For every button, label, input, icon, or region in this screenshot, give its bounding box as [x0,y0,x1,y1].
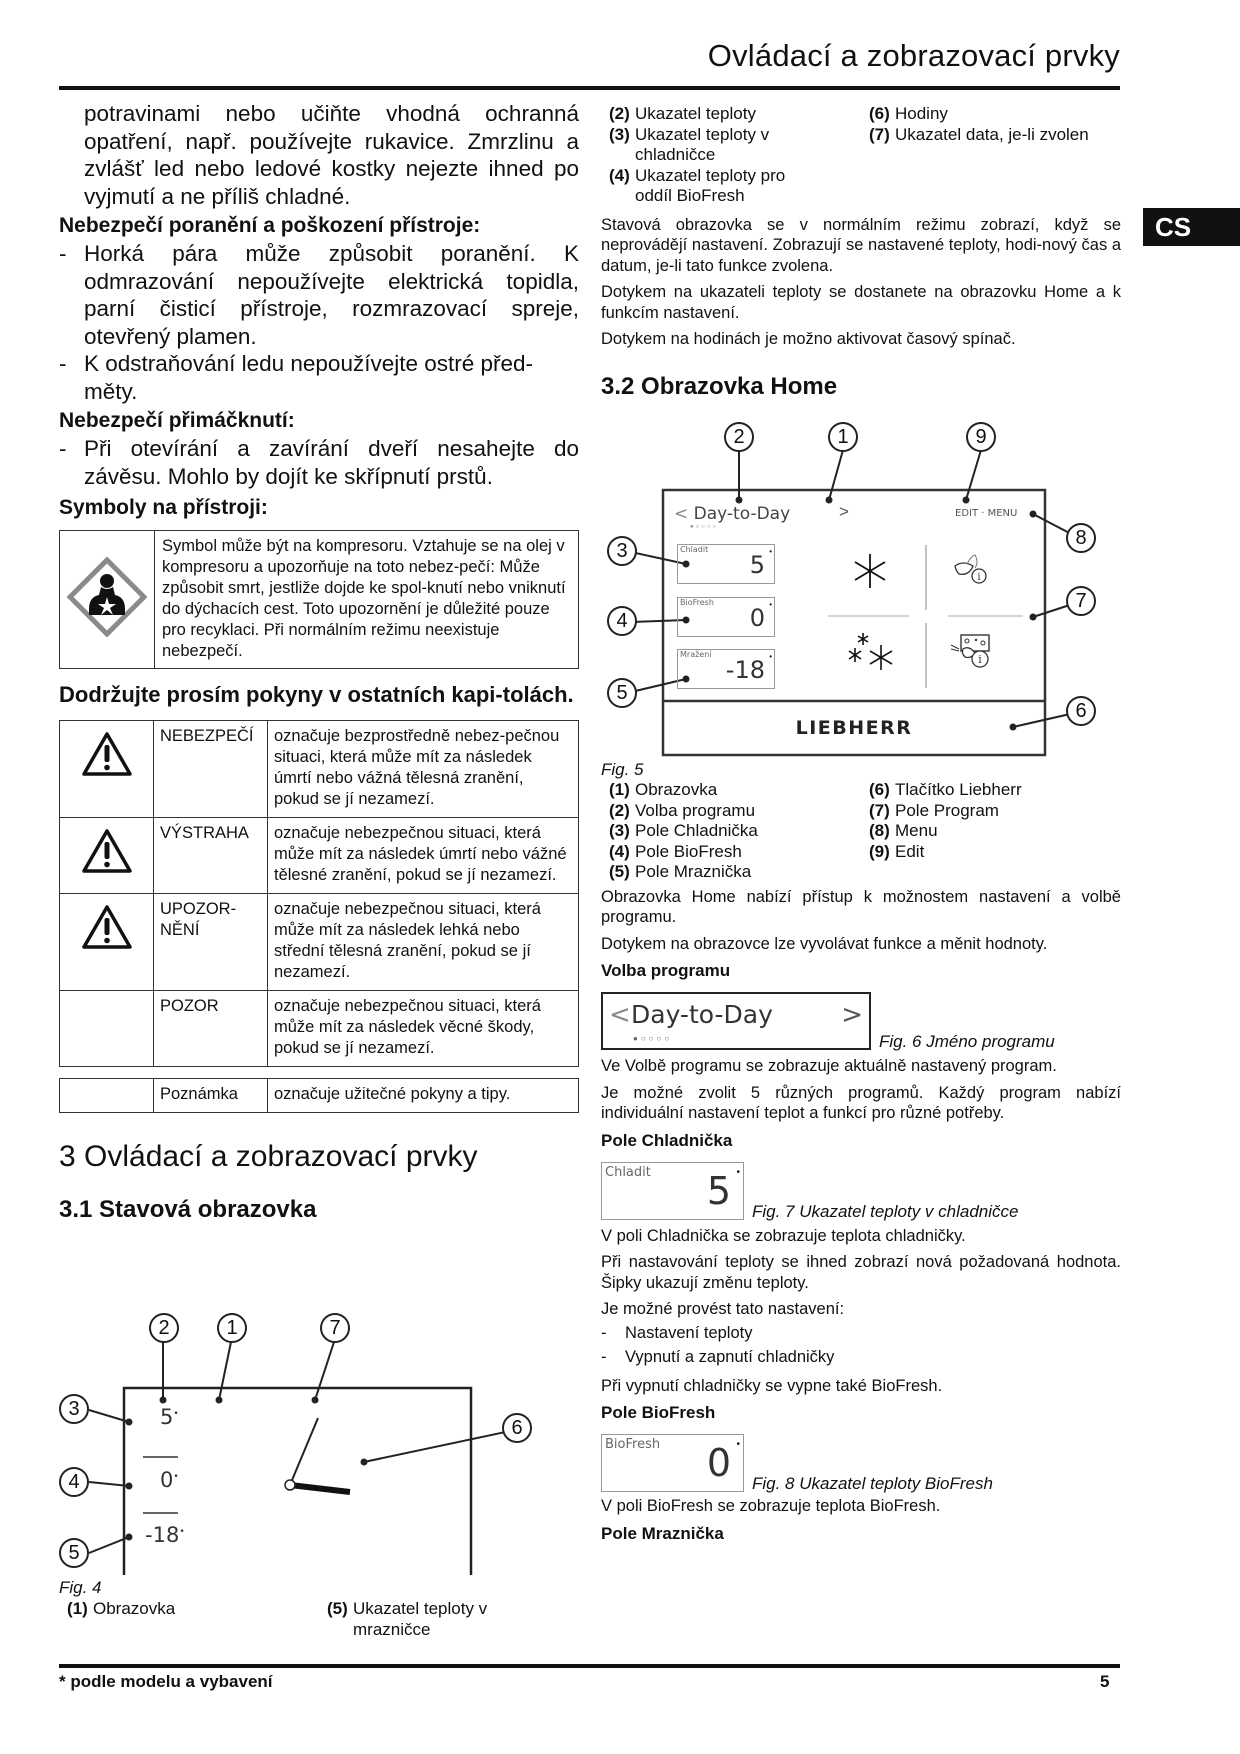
callout-3: 3 [607,536,637,566]
degree-dot: • [736,1166,740,1178]
symbol-description: Symbol může být na kompresoru. Vztahuje se na olej v kompresoru a upozorňuje na toto nebez-pečí: Může způsobit smrt, jestliže dojde ke spol-knutí nebo vniknutí do dýchacích cest. Toto upozornění je důležité pouze pro recyklaci. Při normálním režimu neexistuje nebezpečí. [155,531,579,669]
callout-9: 9 [966,422,996,452]
legend-label: Tlačítko Liebherr [895,780,1022,799]
cheese-info-icon [949,631,993,671]
signal-word-table [59,720,579,1067]
chevron-right-icon[interactable]: > [841,1000,863,1030]
signal-row [60,818,579,894]
note-icon-cell [60,1079,154,1113]
edit-menu-label: EDIT · MENU [955,508,1018,519]
program-paragraph: Ve Volbě programu se zobrazuje aktuálně nastavený program. [601,1057,1057,1075]
home-paragraph: Dotykem na obrazovce lze vyvolávat funkce a měnit hodnoty. [601,934,1048,953]
legend-label: Hodiny [895,104,948,123]
footer-note: * podle modelu a vybavení [59,1672,273,1691]
callout-3: 3 [59,1394,89,1424]
signal-row [60,721,579,818]
fig4-fridge-temp: 5• [160,1405,179,1429]
fridge-paragraph: Při nastavování teploty se ihned zobrazí nová požadovaná hodnota. Šipky ukazují změnu teploty. [601,1253,1121,1292]
list-item-text: Vypnutí a zapnutí chladničky [625,1348,835,1366]
signal-word: UPOZOR-NĚNÍ [154,894,268,991]
zone-temp: 0 [749,604,765,632]
legend-number: (3) [609,821,630,840]
note-description: označuje užitečné pokyny a tipy. [268,1079,579,1113]
temp-value: 5 [160,1405,174,1429]
legend-label: Obrazovka [93,1599,176,1618]
left-column [59,100,579,1225]
legend-label: Ukazatel teploty pro oddíl BioFresh [635,165,786,205]
snowflake-icon [853,553,887,589]
home-heading: 3.2 Obrazovka Home [601,372,838,400]
legend-number: (4) [609,165,630,185]
legend-number: (1) [609,780,630,799]
signal-description: označuje nebezpečnou situaci, která může mít za následek úmrtí nebo vážné tělesné zranění, pokud se jí nezamezí. [268,818,579,894]
legend-number: (7) [869,124,890,144]
fig5-program-selector [674,504,790,524]
svg-text:i: i [977,572,981,583]
legend-label: Ukazatel teploty v mrazničce [353,1599,488,1639]
fig4-legend-continued [601,104,1121,207]
pinch-item: - Při otevírání a zavírání dveří nesahejte do závěsu. Mohlo by dojít ke skřípnutí prstů. [59,436,579,489]
status-paragraph: Stavová obrazovka se v normálním režimu zobrazí, když se neprovádějí nastavení. Zobrazují se nastavené teploty, hodi-nový čas a datum, je-li tato funkce zvolena. [601,215,1121,275]
degree-dot: • [736,1439,740,1450]
program-name: Day-to-Day [631,1000,773,1029]
signal-icon-cell [60,991,154,1067]
legend-item [601,842,861,863]
zone-temp: -18 [725,656,765,684]
section-heading: 3 Ovládací a zobrazovací prvky [59,1140,478,1173]
legend-item [861,125,1121,146]
program-name: Day-to-Day [693,504,791,524]
fig4-caption: Fig. 4 [59,1578,102,1597]
legend-col-2 [861,104,1121,207]
signal-word: POZOR [154,991,268,1067]
temp-value: -18 [145,1523,180,1547]
note-row [60,1079,579,1113]
legend-label: Volba programu [635,800,756,820]
callout-1: 1 [217,1313,247,1343]
callout-5: 5 [59,1538,89,1568]
degree-dot: • [769,600,772,609]
callout-2: 2 [724,422,754,452]
degree-dot: • [769,652,772,661]
fig8 [601,1434,1121,1492]
list-item-text: Nastavení teploty [625,1323,753,1342]
legend-number: (1) [67,1599,88,1618]
home-paragraph: Obrazovka Home nabízí přístup k možnostem nastavení a volbě programu. [601,887,1121,926]
follow-heading: Dodržujte prosím pokyny v ostatních kapi-tolách. [59,682,574,707]
symbol-icon-cell [60,531,155,669]
program-selector-widget[interactable] [601,992,871,1050]
fig7 [601,1162,1121,1220]
signal-description: označuje bezprostředně nebez-pečnou situaci, která může mít za následek úmrtí nebo vážná tělesná zranění, pokud se jí nezamezí. [268,721,579,818]
fig5-diagram [601,420,1101,760]
zone-biofresh [677,597,775,637]
signal-row [60,894,579,991]
legend-item [861,801,1121,822]
zone-fridge [677,544,775,584]
callout-7: 7 [1066,586,1096,616]
callout-2: 2 [149,1313,179,1343]
warning-triangle-icon [81,904,133,950]
legend-number: (9) [869,841,890,861]
fridge-heading: Pole Chladnička [601,1130,733,1150]
legend-number: (5) [609,862,630,881]
page-header-title: Ovládací a zobrazovací prvky [707,38,1120,73]
biofresh-heading: Pole BioFresh [601,1403,716,1422]
legend-item [861,104,1121,125]
legend-label: Pole Chladnička [635,821,758,840]
zone-temp: 5 [749,551,765,579]
leaf-info-icon [953,554,989,586]
legend-item [601,104,861,125]
fig7-caption: Fig. 7 Ukazatel teploty v chladničce [752,1201,1019,1221]
fridge-paragraph: Je možné provést tato nastavení: [601,1300,845,1318]
legend-label: Ukazatel data, je-li zvolen [895,124,1089,144]
fig4-legend-item [59,1599,319,1620]
zone-label: Mražení [680,650,712,659]
fig4-legend-item [319,1599,529,1640]
legend-item [861,842,1121,863]
signal-icon-cell [60,894,154,991]
header-rule [59,86,1120,90]
callout-4: 4 [59,1467,89,1497]
legend-item [601,821,861,842]
legend-label: Edit [895,841,925,861]
program-dots: ●○○○○ [690,524,719,530]
fridge-temp-widget[interactable] [601,1162,744,1220]
note-table [59,1078,579,1113]
chevron-left-icon[interactable]: < [609,1000,631,1030]
callout-1: 1 [828,422,858,452]
fig5-caption: Fig. 5 [601,760,644,779]
warning-triangle-icon [81,828,133,874]
signal-row [60,991,579,1067]
legend-label: Ukazatel teploty v chladničce [635,124,770,164]
fridge-list-item [601,1347,1121,1368]
health-hazard-icon [67,557,147,637]
legend-col-1 [601,104,861,207]
program-paragraph: Je možné zvolit 5 různých programů. Každý program nabízí individuální nastavení teplot a funkcí pro různé potřeby. [601,1083,1121,1122]
legend-number: (2) [609,104,630,123]
fig6-caption: Fig. 6 Jméno programu [879,1032,1055,1051]
legend-number: (3) [609,124,630,144]
legend-col-2 [861,780,1121,883]
legend-number: (8) [869,821,890,840]
footer-rule [59,1664,1120,1668]
supercool-freeze-icon [847,631,897,671]
legend-item [601,166,861,207]
signal-description: označuje nebezpečnou situaci, která může mít za následek věcné škody, pokud se jí nezamezí. [268,991,579,1067]
injury-item-text: K odstraňování ledu nepoužívejte ostré před-měty. [84,351,534,404]
fig4-biofresh-temp: 0• [160,1468,179,1492]
program-heading: Volba programu [601,961,731,980]
injury-item-text: Horká pára může způsobit poranění. K odmrazování nepoužívejte elektrická topidla, parní čisticí přístroje, rozmrazovací spreje, otevřený plamen. [84,241,579,349]
zone-label: BioFresh [680,598,714,607]
legend-label: Pole Program [895,800,999,820]
legend-item [861,821,1121,842]
chevron-left-icon: < [674,504,689,524]
symbols-heading: Symboly na přístroji: [59,496,268,519]
zone-freezer [677,649,775,689]
biofresh-temp-widget[interactable] [601,1434,744,1492]
warning-triangle-icon [81,731,133,777]
legend-label: Obrazovka [635,780,718,799]
legend-number: (5) [327,1599,348,1618]
fig4-diagram [59,1310,523,1575]
zone-label: Chladit [605,1164,651,1180]
callout-5: 5 [607,678,637,708]
legend-label: Ukazatel teploty [635,104,756,123]
dash: - [601,1323,607,1342]
legend-number: (7) [869,800,890,820]
note-word: Poznámka [154,1079,268,1113]
callout-7: 7 [320,1313,350,1343]
signal-icon-cell [60,721,154,818]
biofresh-paragraph: V poli BioFresh se zobrazuje teplota BioFresh. [601,1497,941,1515]
legend-item [601,801,861,822]
fig6 [601,992,1121,1050]
svg-text:i: i [978,653,982,666]
fig4-svg [59,1310,519,1575]
fridge-paragraph: V poli Chladnička se zobrazuje teplota chladničky. [601,1226,966,1245]
legend-item [601,125,861,166]
status-paragraph: Dotykem na hodinách je možno aktivovat časový spínač. [601,330,1016,348]
subsection-heading: 3.1 Stavová obrazovka [59,1196,317,1223]
injury-heading: Nebezpečí poranění a poškození přístroje: [59,214,481,237]
legend-number: (6) [869,780,890,799]
freezer-heading: Pole Mraznička [601,1523,724,1543]
callout-6: 6 [502,1413,532,1443]
signal-description: označuje nebezpečnou situaci, která může mít za následek lehká nebo střední tělesná zranění, pokud se jí nezamezí. [268,894,579,991]
right-column-lower [601,760,1121,1545]
status-paragraphs [601,215,1121,350]
legend-item [861,780,1121,801]
temp-value: 0 [160,1468,174,1492]
injury-item: - K odstraňování ledu nepoužívejte ostré před-měty. [59,351,534,404]
legend-number: (4) [609,841,630,861]
language-tab: CS [1143,208,1240,246]
callout-4: 4 [607,606,637,636]
signal-word: VÝSTRAHA [154,818,268,894]
legend-item [601,862,861,883]
legend-number: (6) [869,104,890,123]
zone-temp: 5 [706,1168,731,1213]
legend-label: Pole Mraznička [635,862,752,881]
legend-label: Menu [895,821,938,840]
legend-label: Pole BioFresh [635,841,742,861]
liebherr-button [663,701,1045,755]
legend-number: (2) [609,800,630,820]
program-dots: ●○○○○ [633,1034,673,1043]
callout-8: 8 [1066,523,1096,553]
legend-item [601,780,861,801]
fridge-list-item [601,1323,1121,1344]
fig8-caption: Fig. 8 Ukazatel teploty BioFresh [752,1474,993,1493]
brand-logo: LIEBHERR [795,717,913,739]
signal-word: NEBEZPEČÍ [154,721,268,818]
right-column [601,104,1121,402]
legend-col-1 [601,780,861,883]
injury-item: - Horká pára může způsobit poranění. K odmrazování nepoužívejte elektrická topidla, parní čisticí přístroje, rozmrazovací spreje, otevřený plamen. [59,241,579,349]
fig4-freezer-temp: -18• [145,1523,185,1547]
signal-icon-cell [60,818,154,894]
status-paragraph: Dotykem na ukazateli teploty se dostanete na obrazovku Home a k funkcím nastavení. [601,283,1121,322]
fridge-after-paragraph: Při vypnutí chladničky se vypne také BioFresh. [601,1376,943,1395]
pinch-heading: Nebezpečí přimáčknutí: [59,409,295,432]
intro-paragraph: potravinami nebo učiňte vhodná ochranná opatření, např. používejte rukavice. Zmrzlinu a zvlášť led nebo ledové kostky nejezte ihned po vyjmutí a ne příliš chladné. [84,101,579,209]
pinch-item-text: Při otevírání a zavírání dveří nesahejte do závěsu. Mohlo by dojít ke skřípnutí prstů. [84,436,579,489]
symbol-table [59,530,579,669]
dash: - [601,1348,607,1366]
chevron-right-icon: > [839,502,849,521]
zone-label: Chladit [680,545,709,554]
zone-temp: 0 [706,1441,731,1485]
page-number: 5 [1100,1672,1110,1691]
zone-label: BioFresh [605,1437,661,1452]
fig5-legend [601,780,1121,883]
degree-dot: • [769,547,772,556]
callout-6: 6 [1066,696,1096,726]
